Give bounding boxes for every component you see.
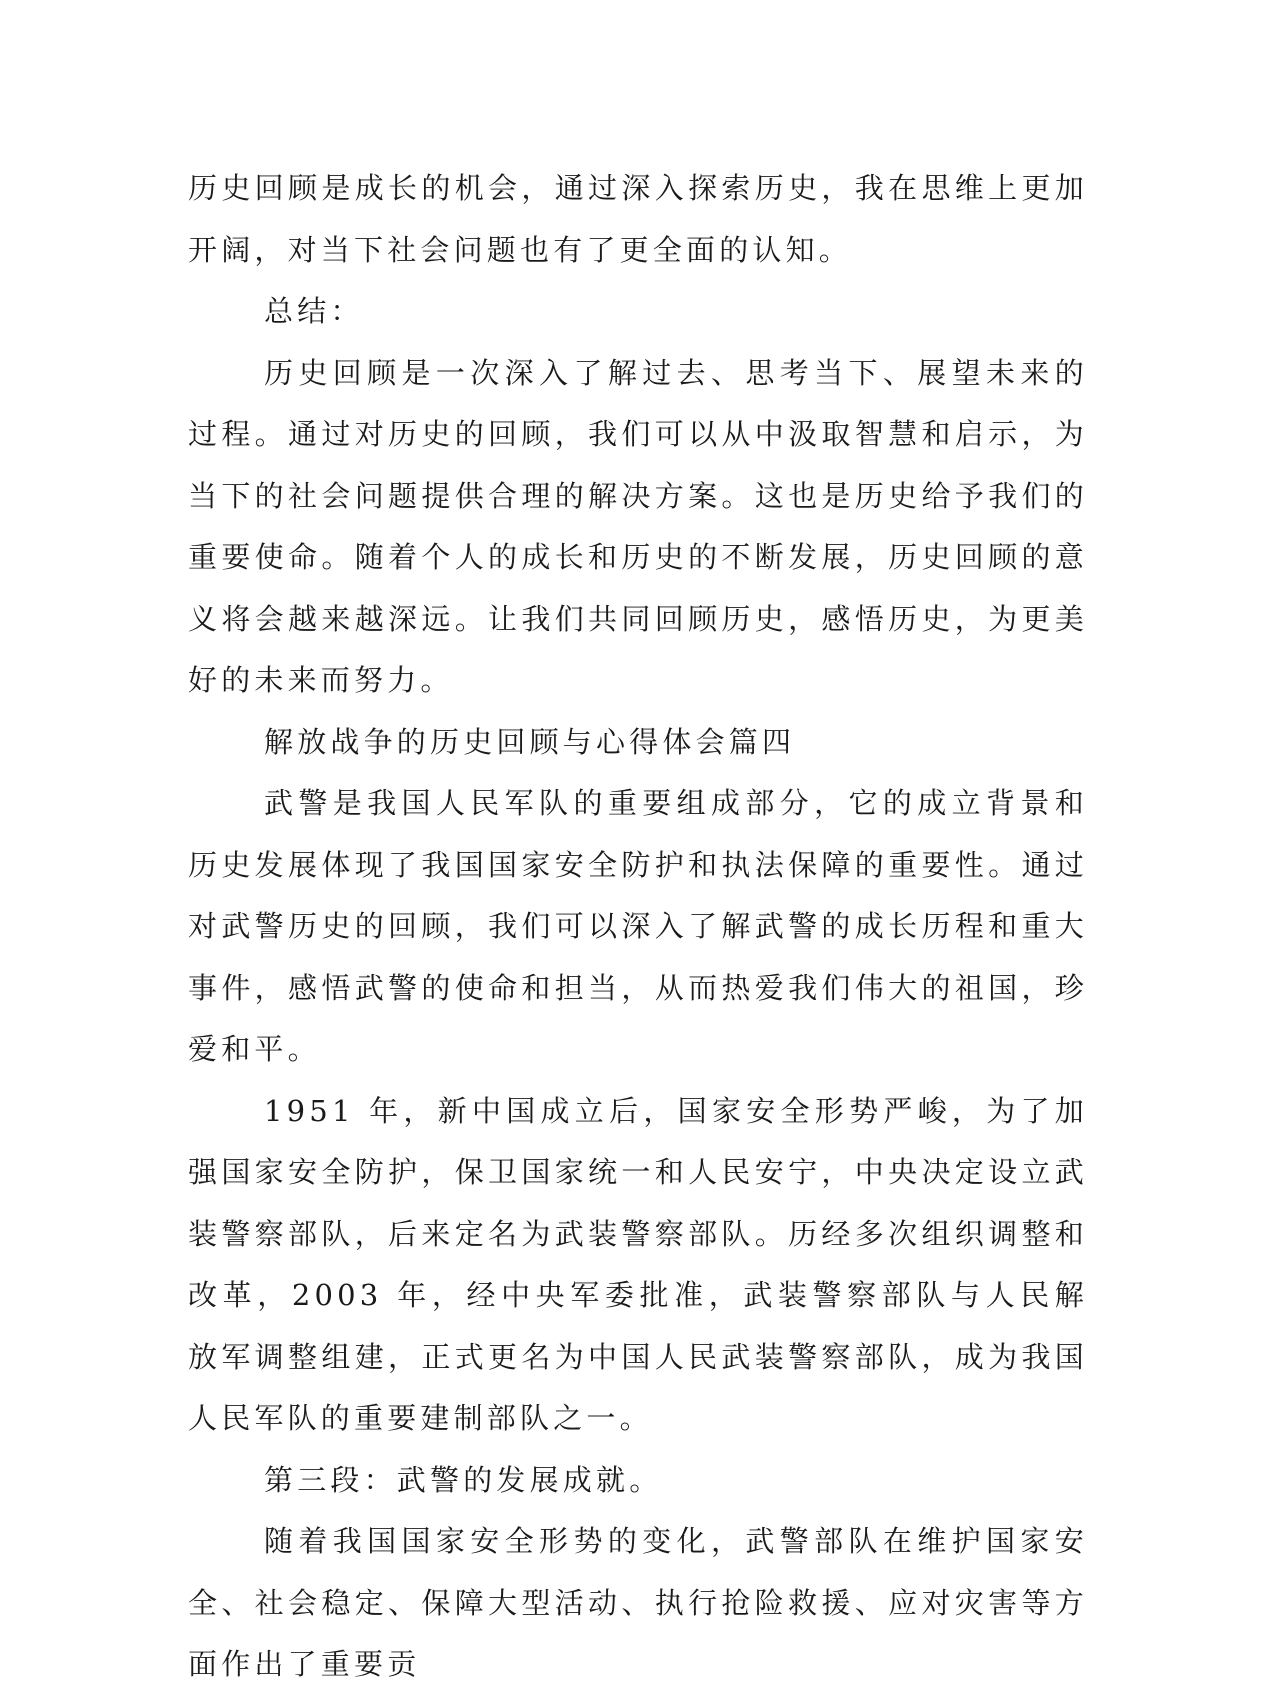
paragraph-summary-heading: 总结： bbox=[264, 294, 364, 328]
paragraph-armed-police-history: 1951 年，新中国成立后，国家安全形势严峻，为了加强国家安全防护，保卫国家统一和人民安宁，中央决定设立武装警察部队，后来定名为武装警察部队。历经多次组织调整和改革，2003 年，经中央军委批准，武装警察部队与人民解放军调整组建，正式更名为中国人民武装警察部队，成为我国人民军队的重要建制部队之一。 bbox=[188, 1093, 1088, 1435]
paragraph-history-growth: 历史回顾是成长的机会，通过深入探索历史，我在思维上更加开阔，对当下社会问题也有了更全面的认知。 bbox=[188, 171, 1088, 267]
document-body bbox=[188, 158, 1088, 1696]
paragraph-armed-police-intro: 武警是我国人民军队的重要组成部分，它的成立背景和历史发展体现了我国国家安全防护和执法保障的重要性。通过对武警历史的回顾，我们可以深入了解武警的成长历程和重大事件，感悟武警的使命和担当，从而热爱我们伟大的祖国，珍爱和平。 bbox=[188, 786, 1088, 1066]
paragraph-armed-police-achievements: 随着我国国家安全形势的变化，武警部队在维护国家安全、社会稳定、保障大型活动、执行抢险救援、应对灾害等方面作出了重要贡 bbox=[188, 1524, 1088, 1681]
section-heading-third: 第三段：武警的发展成就。 bbox=[264, 1462, 663, 1497]
paragraph-summary-body: 历史回顾是一次深入了解过去、思考当下、展望未来的过程。通过对历史的回顾，我们可以从中汲取智慧和启示，为当下的社会问题提供合理的解决方案。这也是历史给予我们的重要使命。随着个人的成长和历史的不断发展，历史回顾的意义将会越来越深远。让我们共同回顾历史，感悟历史，为更美好的未来而努力。 bbox=[188, 355, 1088, 697]
section-title-part-four: 解放战争的历史回顾与心得体会篇四 bbox=[264, 724, 796, 759]
